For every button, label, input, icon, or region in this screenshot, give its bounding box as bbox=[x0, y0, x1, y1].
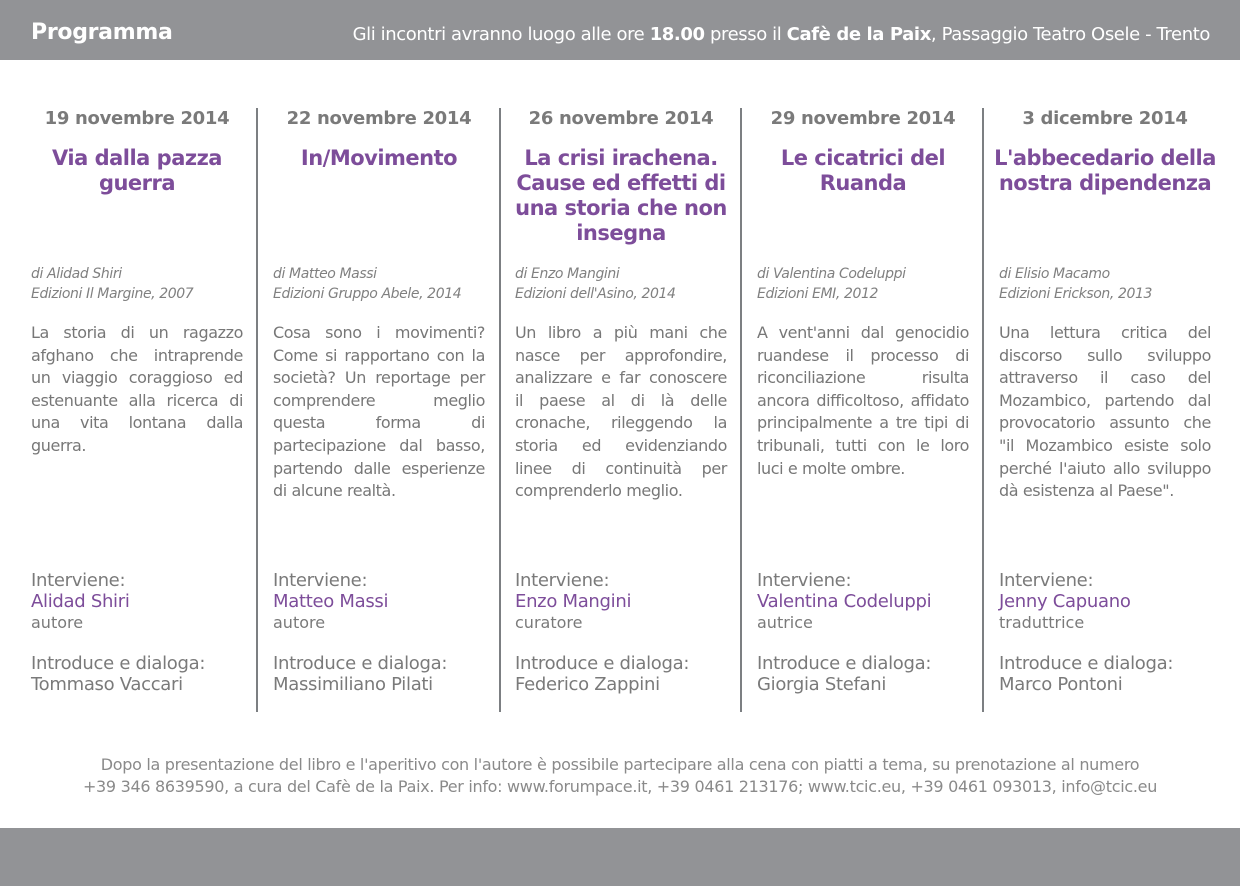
column-divider bbox=[740, 108, 742, 712]
event-description: A vent'anni dal genocidio ruandese il processo di riconciliazione risulta ancora difficoltoso, affidato principalmente a tre tipi di tribunali, tutti con le loro luci e molte ombre. bbox=[757, 323, 969, 478]
speaker-role: autore bbox=[273, 613, 326, 632]
event-book-title: L'abbecedario della nostra dipendenza bbox=[994, 146, 1216, 195]
moderator-label: Introduce e dialoga: bbox=[515, 653, 690, 674]
moderator-label: Introduce e dialoga: bbox=[273, 653, 448, 674]
event-date: 3 dicembre 2014 bbox=[1022, 108, 1188, 129]
event-author: di Enzo Mangini bbox=[515, 266, 620, 282]
event-description: Una lettura critica del discorso sullo sviluppo attraverso il caso del Mozambico, partendo dal provocatorio assunto che "il Mozambico esiste solo perché l'aiuto allo sviluppo dà esistenza al Paese". bbox=[999, 323, 1211, 501]
event-column-3 bbox=[515, 108, 727, 712]
info-time: 18.00 bbox=[649, 24, 705, 45]
speaker-label: Interviene: bbox=[757, 570, 852, 591]
page-title: Programma bbox=[31, 20, 173, 45]
header-bar bbox=[0, 0, 1240, 60]
moderator-label: Introduce e dialoga: bbox=[31, 653, 206, 674]
event-book-title: Le cicatrici del Ruanda bbox=[780, 146, 946, 195]
moderator-label: Introduce e dialoga: bbox=[999, 653, 1174, 674]
column-divider bbox=[499, 108, 501, 712]
footer-note bbox=[0, 754, 1240, 798]
speaker-name: Alidad Shiri bbox=[31, 591, 130, 612]
event-publisher: Edizioni Erickson, 2013 bbox=[999, 286, 1152, 302]
event-column-4 bbox=[757, 108, 969, 712]
speaker-label: Interviene: bbox=[515, 570, 610, 591]
event-date: 29 novembre 2014 bbox=[770, 108, 956, 129]
event-date: 19 novembre 2014 bbox=[44, 108, 230, 129]
event-book-title: La crisi irachena. Cause ed effetti di una storia che non insegna bbox=[515, 146, 727, 245]
speaker-role: curatore bbox=[515, 613, 583, 632]
info-venue: Cafè de la Paix bbox=[786, 24, 931, 45]
event-book-title: Via dalla pazza guerra bbox=[52, 146, 222, 195]
venue-info bbox=[353, 24, 1210, 45]
speaker-role: autore bbox=[31, 613, 84, 632]
info-middle: presso il bbox=[704, 24, 787, 45]
moderator-label: Introduce e dialoga: bbox=[757, 653, 932, 674]
event-author: di Elisio Macamo bbox=[999, 266, 1110, 282]
moderator-name: Tommaso Vaccari bbox=[31, 674, 183, 695]
event-date: 26 novembre 2014 bbox=[528, 108, 714, 129]
event-author: di Alidad Shiri bbox=[31, 266, 122, 282]
info-suffix: , Passaggio Teatro Osele - Trento bbox=[930, 24, 1210, 45]
event-publisher: Edizioni Il Margine, 2007 bbox=[31, 286, 194, 302]
event-description: Cosa sono i movimenti? Come si rapportano con la società? Un reportage per comprendere meglio questa forma di partecipazione dal basso, partendo dalle esperienze di alcune realtà. bbox=[273, 323, 485, 501]
event-author: di Valentina Codeluppi bbox=[757, 266, 906, 282]
footer-bar bbox=[0, 828, 1240, 886]
event-column-5 bbox=[994, 108, 1216, 712]
footer-line-2: +39 346 8639590, a cura del Cafè de la Paix. Per info: www.forumpace.it, +39 0461 213176; www.tcic.eu, +39 0461 093013, info@tcic.eu bbox=[82, 777, 1158, 796]
moderator-name: Marco Pontoni bbox=[999, 674, 1123, 695]
event-author: di Matteo Massi bbox=[273, 266, 377, 282]
event-column-2 bbox=[273, 108, 485, 712]
moderator-name: Giorgia Stefani bbox=[757, 674, 887, 695]
speaker-name: Valentina Codeluppi bbox=[757, 591, 932, 612]
column-divider bbox=[982, 108, 984, 712]
speaker-name: Matteo Massi bbox=[273, 591, 389, 612]
event-publisher: Edizioni EMI, 2012 bbox=[757, 286, 879, 302]
event-date: 22 novembre 2014 bbox=[286, 108, 472, 129]
info-prefix: Gli incontri avranno luogo alle ore bbox=[352, 24, 650, 45]
speaker-role: traduttrice bbox=[999, 613, 1085, 632]
column-divider bbox=[256, 108, 258, 712]
event-description: La storia di un ragazzo afghano che intraprende un viaggio coraggioso ed estenuante alla ricerca di una vita lontana dalla guerra. bbox=[31, 323, 243, 455]
speaker-label: Interviene: bbox=[273, 570, 368, 591]
moderator-name: Massimiliano Pilati bbox=[273, 674, 433, 695]
speaker-role: autrice bbox=[757, 613, 813, 632]
speaker-name: Jenny Capuano bbox=[999, 591, 1131, 612]
event-book-title: In/Movimento bbox=[300, 146, 458, 170]
event-column-1 bbox=[31, 108, 243, 712]
speaker-name: Enzo Mangini bbox=[515, 591, 632, 612]
event-publisher: Edizioni dell'Asino, 2014 bbox=[515, 286, 676, 302]
speaker-label: Interviene: bbox=[999, 570, 1094, 591]
event-description: Un libro a più mani che nasce per approfondire, analizzare e far conoscere il paese al di là delle cronache, rileggendo la storia ed evidenziando linee di continuità per comprenderlo meglio. bbox=[515, 323, 727, 501]
footer-line-1: Dopo la presentazione del libro e l'aperitivo con l'autore è possibile partecipare alla cena con piatti a tema, su prenotazione al numero bbox=[100, 755, 1140, 774]
speaker-label: Interviene: bbox=[31, 570, 126, 591]
event-publisher: Edizioni Gruppo Abele, 2014 bbox=[273, 286, 462, 302]
moderator-name: Federico Zappini bbox=[515, 674, 660, 695]
